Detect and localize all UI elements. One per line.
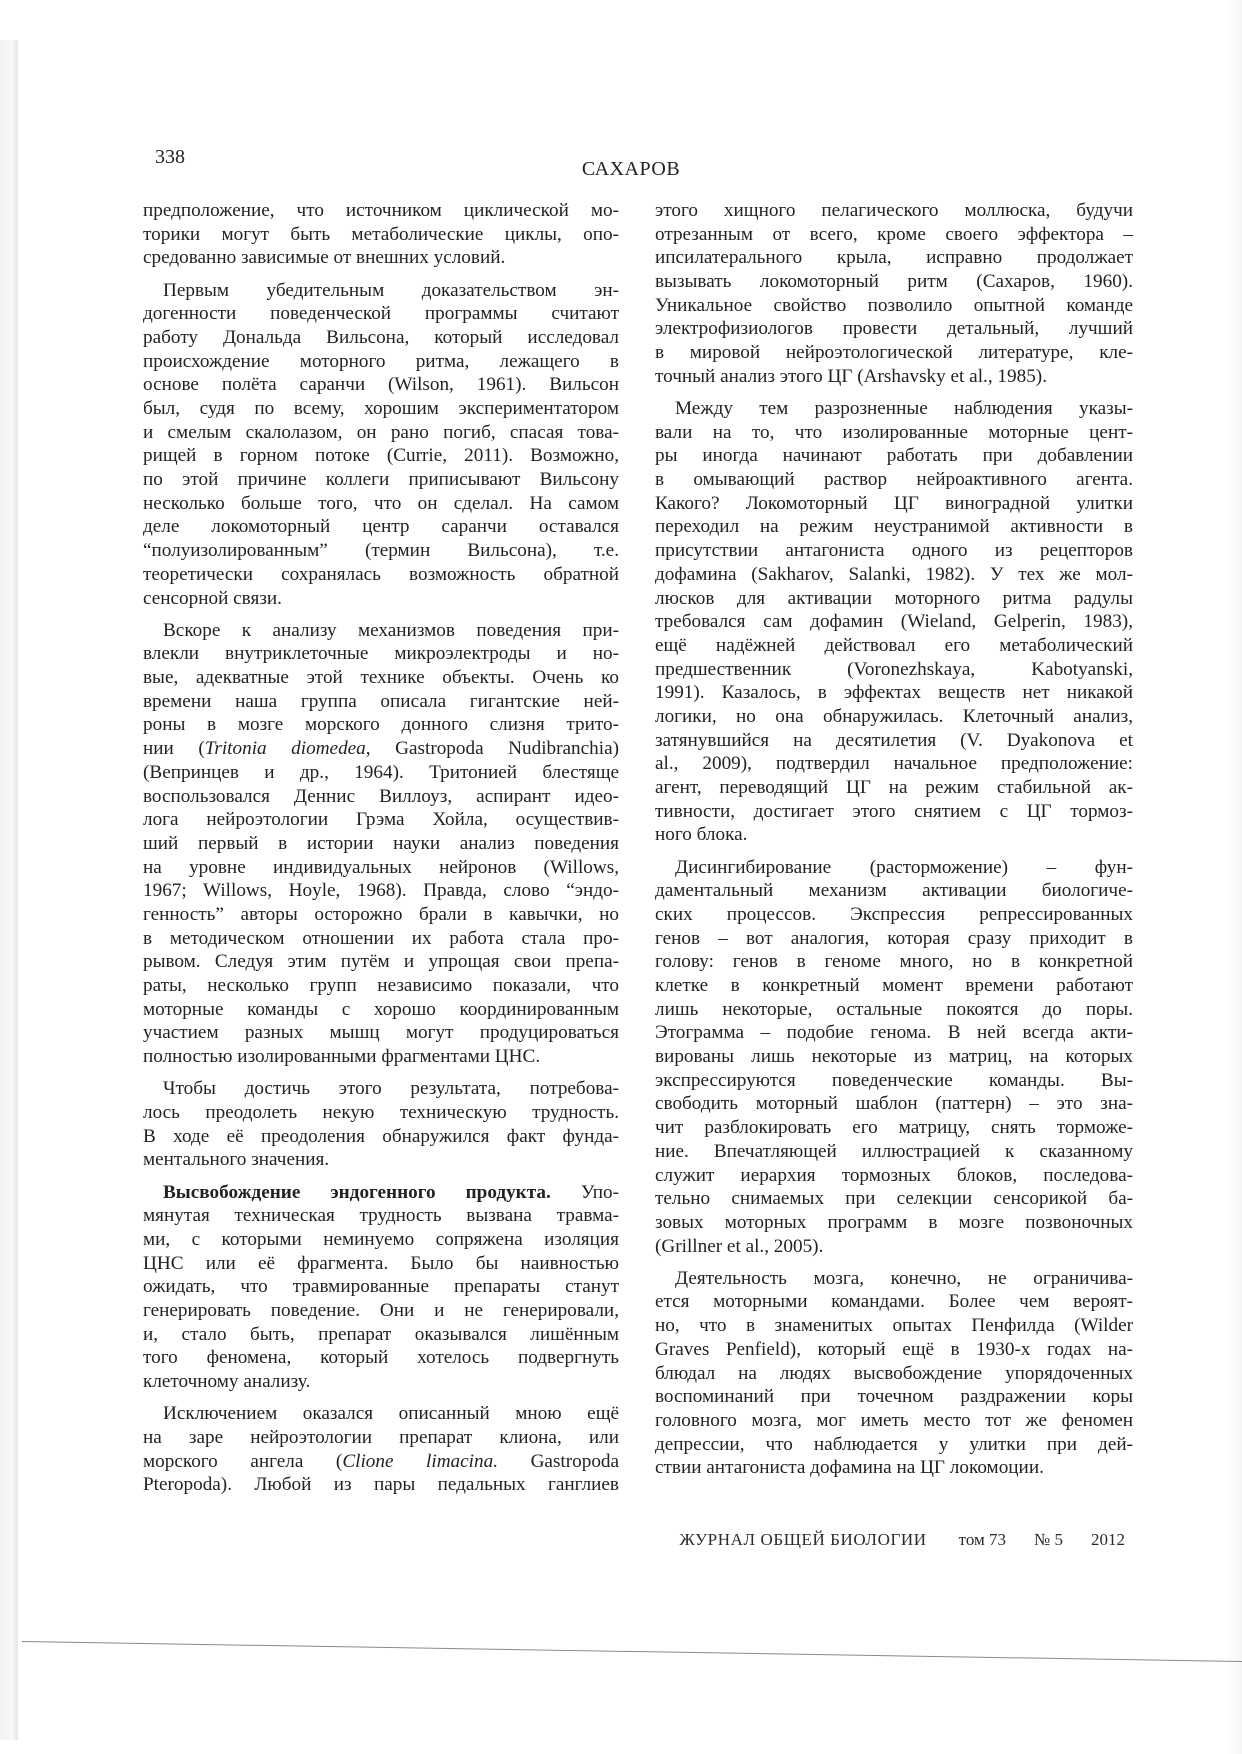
- text-line: “полуизолированным” (термин Вильсона), т.е.: [143, 540, 619, 562]
- text-line: в методическом отношении их работа стала про-: [143, 927, 619, 949]
- text-line: люсков для активации моторного ритма радулы: [655, 587, 1133, 609]
- text-line: агент, переводящий ЦГ на режим стабильной ак-: [655, 777, 1133, 798]
- text-line: моторные команды с хорошо координированным: [143, 998, 619, 1020]
- run-in-heading: Высвобождение эндогенного продукта.: [163, 1181, 551, 1203]
- text-line: вированы лишь некоторые из матриц, на которых: [655, 1046, 1133, 1068]
- text-line: экспрессируются поведенческие команды. Вы-: [655, 1069, 1133, 1091]
- text-line: и смелым скалолазом, он рано погиб, спасая това-: [143, 421, 619, 443]
- page-bottom-edge: [22, 1641, 1242, 1667]
- text-line: ние. Впечатляющей иллюстрацией к сказанному: [655, 1140, 1133, 1162]
- running-head: САХАРОВ: [581, 158, 681, 180]
- text-line: Graves Penfield), который ещё в 1930-х годах на-: [655, 1338, 1133, 1360]
- journal-footer: [655, 1530, 1125, 1550]
- page-number: 338: [155, 146, 185, 168]
- text-line: депрессии, что наблюдается у улитки при дей-: [655, 1433, 1133, 1455]
- text-line: генов – вот аналогия, которая сразу приходит в: [655, 927, 1133, 949]
- text-line: вали на то, что изолированные моторные цент-: [655, 421, 1133, 443]
- text-line: ещё надёжней действовал его метаболический: [655, 634, 1133, 656]
- text-line: догенности поведенческой программы считают: [143, 303, 619, 325]
- text-line: В ходе её преодоления обнаружился факт фунда-: [143, 1125, 619, 1147]
- text-line: ипсилатерального крыла, исправно продолжает: [655, 247, 1133, 269]
- paragraph: [655, 397, 1133, 847]
- text-line: присутствии антагониста одного из рецепторов: [655, 540, 1133, 562]
- text-line: 1967; Willows, Hoyle, 1968). Правда, слово “эндо-: [143, 880, 619, 902]
- text-line: морского ангела (Clione limacina. Gastropoda: [143, 1450, 620, 1472]
- paragraph: [143, 279, 619, 611]
- journal-volume: том 73: [958, 1530, 1007, 1549]
- text-line: ми, с которыми неминуемо сопряжена изоляция: [143, 1228, 619, 1250]
- text-line: тивности, достигает этого снятием с ЦГ тормоз-: [655, 800, 1133, 822]
- text-line: 1991). Казалось, в эффектах веществ нет никакой: [655, 682, 1133, 704]
- text-line: блюдал на людях высвобождение упорядоченных: [655, 1362, 1133, 1384]
- paragraph: [655, 1267, 1133, 1480]
- text-line: полностью изолированными фрагментами ЦНС.: [143, 1046, 541, 1068]
- species-name: Tritonia diomedea: [204, 738, 366, 760]
- left-column: [143, 199, 619, 1505]
- text-line: в мировой нейроэтологической литературе, кле-: [655, 342, 1133, 364]
- text-line: генерировать поведение. Они и не генерировали,: [143, 1299, 619, 1321]
- text-line: Первым убедительным доказательством эн-: [163, 279, 619, 301]
- text-line: но, что в знаменитых опытах Пенфилда (Wilder: [655, 1315, 1133, 1337]
- text-line: средованно зависимые от внешних условий.: [143, 247, 506, 269]
- text-line: теоретически сохранялась возможность обратной: [143, 563, 619, 585]
- text-line: голову: генов в геноме много, но в конкретной: [655, 951, 1133, 973]
- text-line: ментального значения.: [143, 1149, 330, 1171]
- text-line: зовых моторных программ в мозге позвоночных: [655, 1211, 1133, 1233]
- text-line: лишь некоторые, остальные покоятся до поры.: [655, 998, 1133, 1020]
- text-line: чит разблокировать его матрицу, снять торможе-: [655, 1117, 1133, 1139]
- text-line: работу Дональда Вильсона, который исследовал: [143, 326, 619, 348]
- text-line: основе полёта саранчи (Wilson, 1961). Вильсон: [143, 374, 619, 396]
- text-line: Высвобождение эндогенного продукта. Упо-: [163, 1181, 619, 1203]
- text-line: ствии антагониста дофамина на ЦГ локомоции.: [655, 1457, 1044, 1479]
- text-line: (Grillner et al., 2005).: [655, 1235, 824, 1257]
- text-line: затянувшийся на десятилетия (V. Dyakonova et: [655, 729, 1133, 751]
- text-line: происхождение моторного ритма, лежащего в: [143, 350, 619, 372]
- text-line: требовался сам дофамин (Wieland, Gelperin, 1983),: [655, 611, 1133, 633]
- text-line: по этой причине коллеги приписывают Вильсону: [143, 469, 619, 491]
- paragraph: [655, 856, 1133, 1259]
- text-line: этого хищного пелагического моллюска, будучи: [655, 200, 1133, 221]
- text-line: даментальный механизм активации биологиче-: [655, 880, 1133, 902]
- text-line: вызывать локомоторный ритм (Сахаров, 1960).: [655, 271, 1133, 293]
- paragraph: [143, 1402, 619, 1497]
- text-line: ЦНС или её фрагмента. Было бы наивностью: [143, 1252, 619, 1274]
- text-line: мянутая техническая трудность вызвана травма-: [143, 1205, 619, 1227]
- journal-title: ЖУРНАЛ ОБЩЕЙ БИОЛОГИИ: [679, 1530, 927, 1549]
- text-line: роны в мозге морского донного слизня трито-: [143, 714, 619, 736]
- text-line: клеточному анализу.: [143, 1371, 311, 1392]
- text-line: торики могут быть метаболические циклы, опо-: [143, 223, 619, 245]
- right-column: [655, 199, 1133, 1488]
- text-line: времени наша группа описала гигантские ней-: [143, 690, 619, 712]
- text-line: был, судя по всему, хорошим экспериментатором: [143, 398, 619, 419]
- text-line: тельно снимаемых при селекции сенсорикой ба-: [655, 1188, 1133, 1210]
- text-line: вые, адекватные этой технике объекты. Очень ко: [143, 667, 619, 689]
- text-line: рищей в горном потоке (Currie, 2011). Возможно,: [143, 445, 619, 467]
- scan-left-edge: [0, 40, 18, 1740]
- text-line: Исключением оказался описанный мною ещё: [163, 1403, 619, 1425]
- text-line: Вскоре к анализу механизмов поведения при-: [163, 619, 619, 641]
- species-name: Clione limacina.: [342, 1450, 498, 1472]
- paragraph: [143, 199, 619, 270]
- text-line: предшественник (Voronezhskaya, Kabotyanski,: [655, 658, 1133, 680]
- text-line: и, стало быть, препарат оказывался лишённым: [143, 1323, 619, 1345]
- text-line: Между тем разрозненные наблюдения указы-: [675, 398, 1133, 419]
- text-line: того феномена, который хотелось подвергнуть: [143, 1347, 619, 1369]
- text-line: Этограмма – подобие генома. В ней всегда акти-: [655, 1022, 1133, 1044]
- text-line: участием разных мышц могут продуцироваться: [143, 1022, 619, 1044]
- text-line: влекли внутриклеточные микроэлектроды и но-: [143, 643, 619, 665]
- journal-year: 2012: [1091, 1530, 1125, 1549]
- text-line: на уровне индивидуальных нейронов (Willows,: [143, 856, 619, 878]
- text-line: ры иногда начинают работать при добавлении: [655, 445, 1133, 467]
- text-line: электрофизиологов провести детальный, лучший: [655, 318, 1133, 340]
- text-line: логики, но она обнаружилась. Клеточный анализ,: [655, 705, 1133, 727]
- text-line: головного мозга, мог иметь место тот же феномен: [655, 1409, 1133, 1431]
- text-line: предположение, что источником циклической мо-: [143, 200, 619, 221]
- text-line: Чтобы достичь этого результата, потребова-: [163, 1078, 619, 1100]
- text-line: воспользовался Деннис Виллоуз, аспирант идео-: [143, 785, 619, 807]
- text-line: рывом. Следуя этим путём и упрощая свои препа-: [143, 951, 619, 973]
- journal-issue: № 5: [1034, 1530, 1063, 1549]
- text-line: раты, несколько групп независимо показали, что: [143, 975, 619, 996]
- paragraph: [143, 1077, 619, 1172]
- text-line: Pteropoda). Любой из пары педальных ганглиев: [143, 1474, 619, 1496]
- text-line: клетке в конкретный момент времени работают: [655, 975, 1133, 996]
- text-line: Уникальное свойство позволило опытной команде: [655, 294, 1133, 316]
- text-line: лога нейроэтологии Грэма Хойла, осуществив-: [143, 809, 619, 831]
- text-line: лось преодолеть некую техническую трудность.: [143, 1101, 619, 1123]
- text-line: несколько больше того, что он сделал. На самом: [143, 492, 619, 514]
- text-line: ного блока.: [655, 824, 748, 846]
- text-line: в омывающий раствор нейроактивного агента.: [655, 469, 1133, 491]
- text-line: ских процессов. Экспрессия репрессированных: [655, 903, 1133, 925]
- text-line: Какого? Локомоторный ЦГ виноградной улитки: [655, 492, 1133, 514]
- text-line: (Вепринцев и др., 1964). Тритонией блестяще: [143, 761, 619, 783]
- text-line: ется моторными командами. Более чем вероят-: [655, 1291, 1133, 1313]
- text-line: дофамина (Sakharov, Salanki, 1982). У тех же мол-: [655, 563, 1133, 585]
- text-line: на заре нейроэтологии препарат клиона, или: [143, 1426, 619, 1448]
- paragraph-with-heading: [143, 1181, 619, 1394]
- text-line: Дисингибирование (расторможение) – фун-: [675, 856, 1133, 878]
- text-line: сенсорной связи.: [143, 587, 282, 609]
- text-line: Деятельность мозга, конечно, не ограничива-: [675, 1267, 1133, 1289]
- text-line: деле локомоторный центр саранчи оставался: [143, 516, 619, 538]
- text-line: точный анализ этого ЦГ (Arshavsky et al., 1985).: [655, 365, 1047, 387]
- text-line: нии (Tritonia diomedea, Gastropoda Nudibranchia): [143, 738, 619, 760]
- text-line: служит иерархия тормозных блоков, последова-: [655, 1164, 1133, 1186]
- scan-right-edge: [1225, 0, 1242, 1754]
- text-line: переходил на режим неустранимой активности в: [655, 516, 1133, 538]
- text-line: al., 2009), подтвердил начальное предположение:: [655, 753, 1133, 775]
- text-line: воспоминаний при точечном раздражении коры: [655, 1386, 1133, 1408]
- text-line: ожидать, что травмированные препараты станут: [143, 1276, 619, 1298]
- paragraph: [143, 619, 619, 1069]
- text-line: отрезанным от всего, кроме своего эффектора –: [655, 223, 1133, 245]
- text-line: ший первый в истории науки анализ поведения: [143, 832, 619, 854]
- text-line: свободить моторный шаблон (паттерн) – это зна-: [655, 1093, 1133, 1115]
- text-line: генность” авторы осторожно брали в кавычки, но: [143, 903, 619, 925]
- paragraph: [655, 199, 1133, 389]
